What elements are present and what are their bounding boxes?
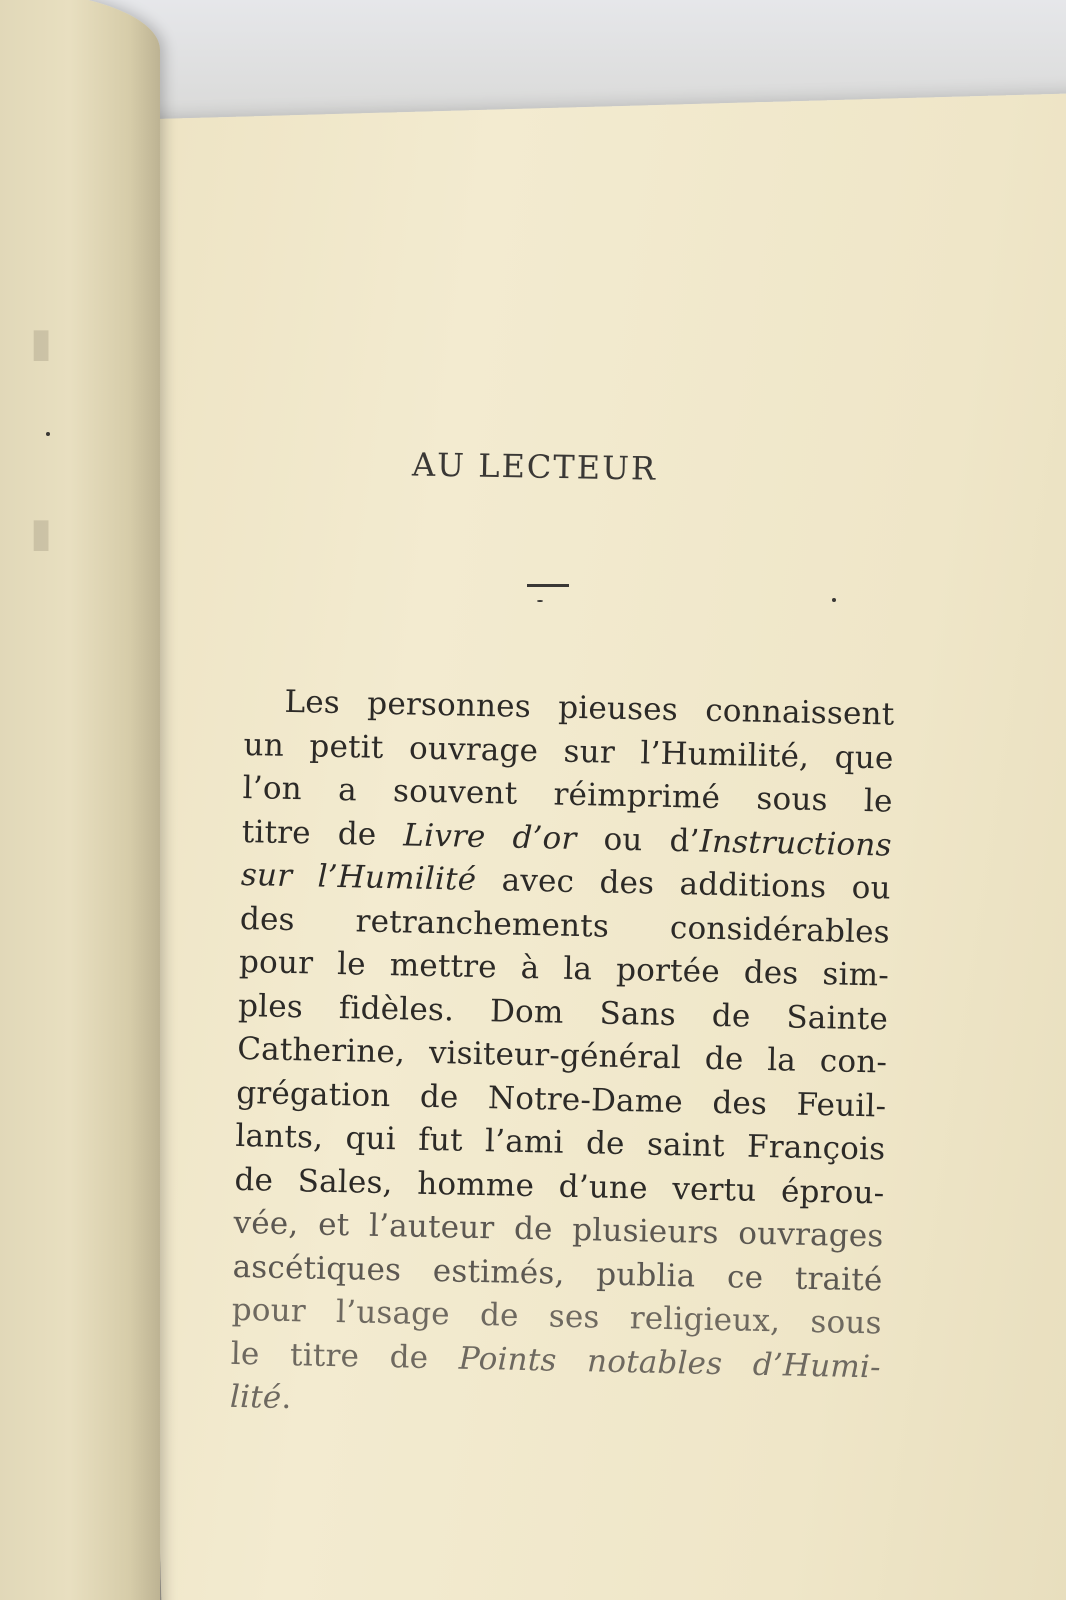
text-run: Catherine, visiteur-général de la con- bbox=[236, 1030, 888, 1081]
text-run: l’on a souvent réimprimé sous le bbox=[242, 769, 893, 820]
italic-text: sur l’Humilité bbox=[240, 856, 477, 898]
text-run: avec des additions ou bbox=[475, 861, 892, 907]
ink-speck bbox=[46, 432, 50, 436]
text-run: un petit ouvrage sur l’Humilité, que bbox=[243, 726, 894, 777]
text-run: grégation de Notre-Dame des Feuil- bbox=[235, 1074, 887, 1125]
text-run: ples fidèles. Dom Sans de Sainte bbox=[237, 987, 889, 1038]
ink-speck bbox=[537, 600, 543, 602]
facing-page-edge bbox=[0, 0, 160, 1600]
text-run: pour l’usage de ses religieux, sous bbox=[231, 1291, 883, 1342]
text-run: . bbox=[281, 1379, 292, 1417]
text-run: ascétiques estimés, publia ce traité bbox=[232, 1248, 883, 1298]
text-run: vée, et l’auteur de plusieurs ouvrages bbox=[233, 1204, 884, 1255]
text-run: le titre de bbox=[230, 1335, 460, 1377]
text-run: pour le mettre à la portée des sim- bbox=[238, 943, 890, 994]
show-through-mark: ▮ bbox=[30, 320, 53, 366]
page-heading: AU LECTEUR bbox=[411, 445, 658, 488]
body-paragraph bbox=[230, 680, 895, 1433]
show-through-mark: ▮ bbox=[30, 510, 53, 556]
text-run: des retranchements considérables bbox=[239, 900, 891, 951]
text-run: lants, qui fut l’ami de saint François bbox=[235, 1117, 886, 1168]
text-run: de Sales, homme d’une vertu éprou- bbox=[234, 1161, 885, 1211]
italic-text: Livre d’or bbox=[403, 816, 577, 857]
italic-text: lité bbox=[229, 1378, 282, 1416]
heading-rule bbox=[527, 584, 569, 587]
text-run: titre de bbox=[241, 813, 404, 853]
text-run: Les personnes pieuses connaissent bbox=[284, 683, 895, 733]
ink-speck bbox=[832, 598, 836, 602]
italic-text: Points notables d’Humi- bbox=[458, 1340, 882, 1385]
italic-text: Instructions bbox=[699, 823, 893, 864]
text-run: ou d’ bbox=[576, 820, 701, 860]
